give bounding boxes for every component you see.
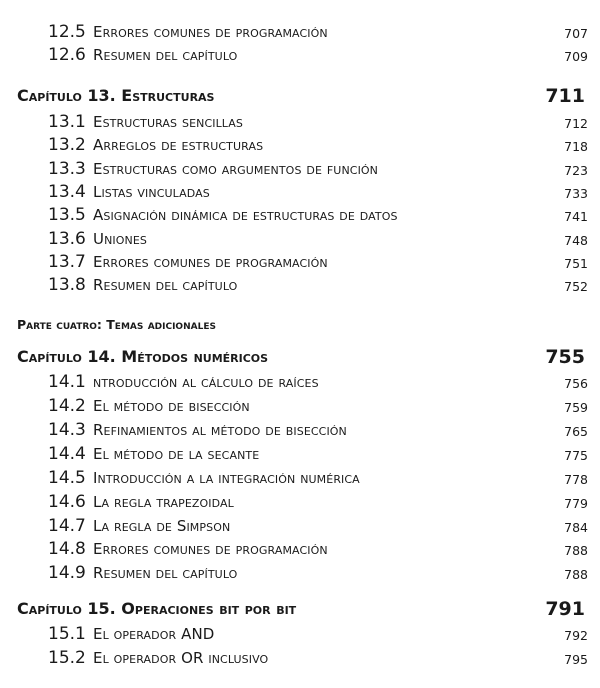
page-number: 712 xyxy=(564,116,588,131)
toc-entry xyxy=(0,43,600,67)
page-number: 788 xyxy=(564,567,588,582)
section-title: Introducción a la integración numérica xyxy=(93,469,360,487)
section-number: 14.3 xyxy=(48,420,86,440)
toc-entry xyxy=(0,622,600,646)
section-title: El operador AND xyxy=(93,625,215,643)
page-number: 784 xyxy=(564,520,588,535)
page-number: 775 xyxy=(564,448,588,463)
section-number: 13.7 xyxy=(48,252,86,272)
page-number: 718 xyxy=(564,139,588,154)
section-title: Asignación dinámica de estructuras de datos xyxy=(93,206,398,224)
page-number: 788 xyxy=(564,543,588,558)
section-title: El operador OR inclusivo xyxy=(93,649,269,667)
toc-entry xyxy=(0,646,600,670)
toc-entry xyxy=(0,227,600,251)
page-number: 741 xyxy=(564,209,588,224)
page-number: 756 xyxy=(564,376,588,391)
section-number: 13.2 xyxy=(48,135,86,155)
section-number: 15.2 xyxy=(48,648,86,668)
section-title: ntroducción al cálculo de raíces xyxy=(93,373,319,391)
toc-entry xyxy=(0,370,600,394)
section-title: Refinamientos al método de bisección xyxy=(93,421,347,439)
chapter-page-number: 755 xyxy=(545,346,585,368)
section-title: Errores comunes de programación xyxy=(93,540,328,558)
page-number: 795 xyxy=(564,652,588,667)
section-number: 15.1 xyxy=(48,624,86,644)
toc-entry xyxy=(0,537,600,561)
chapter-page-number: 711 xyxy=(545,85,585,107)
section-title: Resumen del capítulo xyxy=(93,276,238,294)
toc-entry xyxy=(0,442,600,466)
chapter-title: Capítulo 13. Estructuras xyxy=(17,86,215,105)
section-number: 12.5 xyxy=(48,22,86,42)
page-number: 752 xyxy=(564,279,588,294)
toc-entry xyxy=(0,203,600,227)
toc-entry xyxy=(0,466,600,490)
page-number: 779 xyxy=(564,496,588,511)
toc-entry xyxy=(0,561,600,585)
section-title: Resumen del capítulo xyxy=(93,46,238,64)
toc-entry xyxy=(0,418,600,442)
chapter-heading xyxy=(0,345,600,369)
toc-entry xyxy=(0,133,600,157)
section-number: 13.1 xyxy=(48,112,86,132)
chapter-title: Capítulo 15. Operaciones bit por bit xyxy=(17,599,297,618)
section-title: Estructuras sencillas xyxy=(93,113,243,131)
section-number: 13.8 xyxy=(48,275,86,295)
chapter-heading xyxy=(0,84,600,108)
section-title: Estructuras como argumentos de función xyxy=(93,160,379,178)
page-number: 759 xyxy=(564,400,588,415)
part-heading xyxy=(0,313,600,337)
toc-entry xyxy=(0,490,600,514)
toc-entry xyxy=(0,20,600,44)
toc-entry xyxy=(0,110,600,134)
section-number: 13.6 xyxy=(48,229,86,249)
section-title: Listas vinculadas xyxy=(93,183,210,201)
section-title: Arreglos de estructuras xyxy=(93,136,264,154)
section-title: Errores comunes de programación xyxy=(93,23,328,41)
section-number: 12.6 xyxy=(48,45,86,65)
toc-entry xyxy=(0,394,600,418)
section-number: 14.5 xyxy=(48,468,86,488)
section-number: 14.6 xyxy=(48,492,86,512)
section-title: La regla trapezoidal xyxy=(93,493,234,511)
section-number: 13.5 xyxy=(48,205,86,225)
toc-entry xyxy=(0,180,600,204)
section-number: 14.9 xyxy=(48,563,86,583)
page-number: 709 xyxy=(564,49,588,64)
toc-entry xyxy=(0,250,600,274)
section-title: Errores comunes de programación xyxy=(93,253,328,271)
page-number: 778 xyxy=(564,472,588,487)
toc-entry xyxy=(0,157,600,181)
section-title: El método de la secante xyxy=(93,445,260,463)
section-number: 14.1 xyxy=(48,372,86,392)
page-number: 765 xyxy=(564,424,588,439)
page-number: 707 xyxy=(564,26,588,41)
section-number: 14.8 xyxy=(48,539,86,559)
page-number: 748 xyxy=(564,233,588,248)
section-title: El método de bisección xyxy=(93,397,250,415)
section-title: La regla de Simpson xyxy=(93,517,231,535)
page-number: 733 xyxy=(564,186,588,201)
page-number: 723 xyxy=(564,163,588,178)
chapter-title: Capítulo 14. Métodos numéricos xyxy=(17,347,269,366)
section-title: Uniones xyxy=(93,230,147,248)
section-number: 13.3 xyxy=(48,159,86,179)
section-number: 14.4 xyxy=(48,444,86,464)
section-title: Resumen del capítulo xyxy=(93,564,238,582)
page-number: 792 xyxy=(564,628,588,643)
chapter-heading xyxy=(0,597,600,621)
section-number: 14.2 xyxy=(48,396,86,416)
section-number: 13.4 xyxy=(48,182,86,202)
section-number: 14.7 xyxy=(48,516,86,536)
toc-entry xyxy=(0,514,600,538)
chapter-page-number: 791 xyxy=(545,598,585,620)
part-title: Parte cuatro: Temas adicionales xyxy=(17,317,216,332)
toc-entry xyxy=(0,273,600,297)
page-number: 751 xyxy=(564,256,588,271)
